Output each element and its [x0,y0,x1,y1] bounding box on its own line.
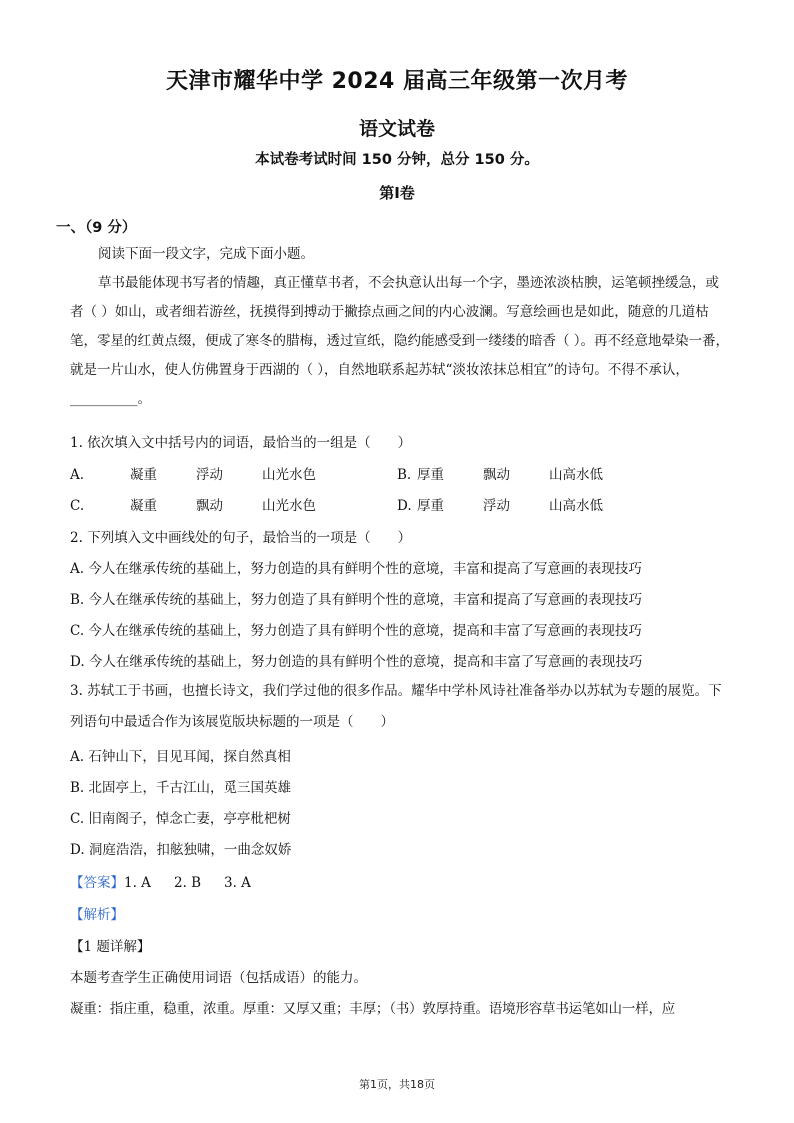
q3-stem: 3. 苏轼工于书画，也擅长诗文，我们学过他的很多作品。耀华中学朴风诗社准备举办以苏轼为专题的展览。下列语句中最适合作为该展览版块标题的一项是（ ） [70,683,722,730]
option-letter: B. [397,467,412,483]
q1-option-d [397,494,603,514]
passage-blank: __________ [70,391,138,407]
q3-option-b: B. 北固亭上，千古江山，觅三国英雄 [70,780,292,796]
answer-line [70,871,730,891]
option-word-2: 飘动 [483,467,510,483]
reading-passage [70,240,730,414]
volume-label: 第Ⅰ卷 [379,184,415,202]
option-word-2: 浮动 [196,467,223,483]
analysis-label: 【解析】 [70,907,124,923]
option-word-3: 山光水色 [262,467,316,483]
answer-item: 3. A [224,875,251,891]
option-word-1: 凝重 [130,467,157,483]
detail-label: 【1 题详解】 [70,939,151,955]
subject-title: 语文试卷 [358,118,435,140]
option-word-1: 厚重 [417,467,444,483]
q2-option-a: A. 今人在继承传统的基础上，努力创造的具有鲜明个性的意境，丰富和提高了写意画的表现技巧 [70,561,642,577]
option-letter: C. [70,498,85,514]
answer-item: 2. B [174,875,202,891]
section-heading: 一、（9 分） [56,220,137,236]
page-footer: 第1页，共18页 [359,1078,435,1091]
answer-item: 1. A [124,875,151,891]
option-word-1: 凝重 [130,498,157,514]
exam-title: 天津市耀华中学 2024 届高三年级第一次月考 [165,69,629,94]
option-word-3: 山高水低 [549,498,603,514]
option-letter: D. [397,498,412,514]
option-word-2: 飘动 [196,498,223,514]
option-word-1: 厚重 [417,498,444,514]
q2-option-c: C. 今人在继承传统的基础上，努力创造了具有鲜明个性的意境，提高和丰富了写意画的表现技巧 [70,623,642,639]
q1-stem: 1. 依次填入文中括号内的词语，最恰当的一组是（ ） [70,435,412,451]
q3-option-c: C. 旧南阁子，悼念亡妻，亭亭枇杷树 [70,811,291,827]
q1-option-c [70,494,316,514]
option-word-3: 山高水低 [549,467,603,483]
option-letter: A. [70,467,85,483]
passage-instruction: 阅读下面一段文字，完成下面小题。 [98,246,314,262]
passage-paragraph [70,269,730,414]
detail-line-1: 本题考查学生正确使用词语（包括成语）的能力。 [70,970,367,986]
q1-option-b [397,463,603,483]
passage-text: 草书最能体现书写者的情趣，真正懂草书者，不会执意认出每一个字，墨迹浓淡枯腴，运笔顿挫缓急，或者（ ）如山，或者细若游丝，抚摸得到搏动于撇捺点画之间的内心波澜。写意绘画也是如此，随意的几道枯笔，零星的红黄点缀，便成了寒冬的腊梅，透过宣纸，隐约能感受到一缕缕的暗香（ ）。再不经意地晕染一番，就是一片山水，使人仿佛置身于西湖的（ ），自然地联系起苏轼“淡妆浓抹总相宜”的诗句。不得不承认， [70,275,730,378]
option-word-2: 浮动 [483,498,510,514]
q2-option-d: D. 今人在继承传统的基础上，努力创造的具有鲜明个性的意境，提高和丰富了写意画的表现技巧 [70,654,643,670]
detail-line-2: 凝重：指庄重，稳重，浓重。厚重：又厚又重；丰厚；（书）敦厚持重。语境形容草书运笔如山一样，应 [70,1001,676,1017]
q2-stem: 2. 下列填入文中画线处的句子，最恰当的一项是（ ） [70,530,412,546]
q1-option-a [70,463,316,483]
exam-info: 本试卷考试时间 150 分钟，总分 150 分。 [255,152,539,168]
q3-option-a: A. 石钟山下，目见耳闻，探自然真相 [70,749,291,765]
answer-label: 【答案】 [70,875,124,891]
option-word-3: 山光水色 [262,498,316,514]
q3-option-d: D. 洞庭浩浩，扣舷独啸，一曲念奴娇 [70,842,292,858]
q2-option-b: B. 今人在继承传统的基础上，努力创造了具有鲜明个性的意境，丰富和提高了写意画的表现技巧 [70,592,643,608]
passage-end: 。 [137,391,151,407]
